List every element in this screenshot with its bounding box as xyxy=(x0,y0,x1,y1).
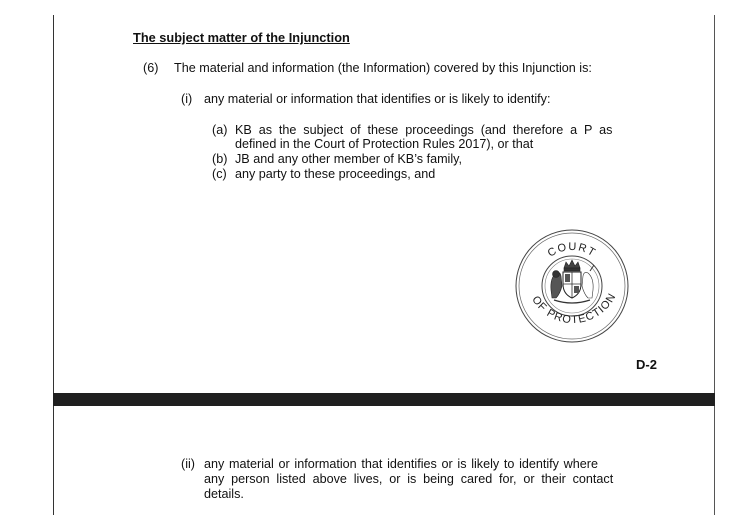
item-text-line: details. xyxy=(204,487,244,501)
item-text-line: any person listed above lives, or is being cared for, or their contact xyxy=(204,472,614,486)
document-page-2 xyxy=(53,406,715,515)
subitem-text-line: KB as the subject of these proceedings (and therefore a P as xyxy=(235,123,613,137)
section-heading: The subject matter of the Injunction xyxy=(133,30,350,45)
royal-coat-of-arms-icon xyxy=(551,260,594,303)
subitem-number: (b) xyxy=(212,152,228,166)
paragraph-number: (6) xyxy=(143,61,159,75)
subitem-text-line: defined in the Court of Protection Rules 2017), or that xyxy=(235,137,534,151)
subitem-number: (a) xyxy=(212,123,228,137)
item-text: any material or information that identifies or is likely to identify: xyxy=(204,92,551,106)
subitem-text: JB and any other member of KB’s family, xyxy=(235,152,463,166)
seal-bottom-text: OF PROTECTION xyxy=(529,291,619,327)
item-number: (i) xyxy=(181,92,193,106)
item-text-line: any material or information that identifies or is likely to identify where xyxy=(204,457,598,471)
seal-top-text: COURT xyxy=(545,240,599,260)
court-of-protection-seal xyxy=(514,228,630,344)
page-number: D-2 xyxy=(636,357,657,372)
subitem-text: any party to these proceedings, and xyxy=(235,167,436,181)
court-seal-icon xyxy=(514,228,630,344)
svg-text:COURT xyxy=(546,241,599,260)
page-separator xyxy=(53,393,715,406)
item-number: (ii) xyxy=(181,457,195,471)
subitem-number: (c) xyxy=(212,167,227,181)
paragraph-text: The material and information (the Information) covered by this Injunction is: xyxy=(174,61,592,75)
